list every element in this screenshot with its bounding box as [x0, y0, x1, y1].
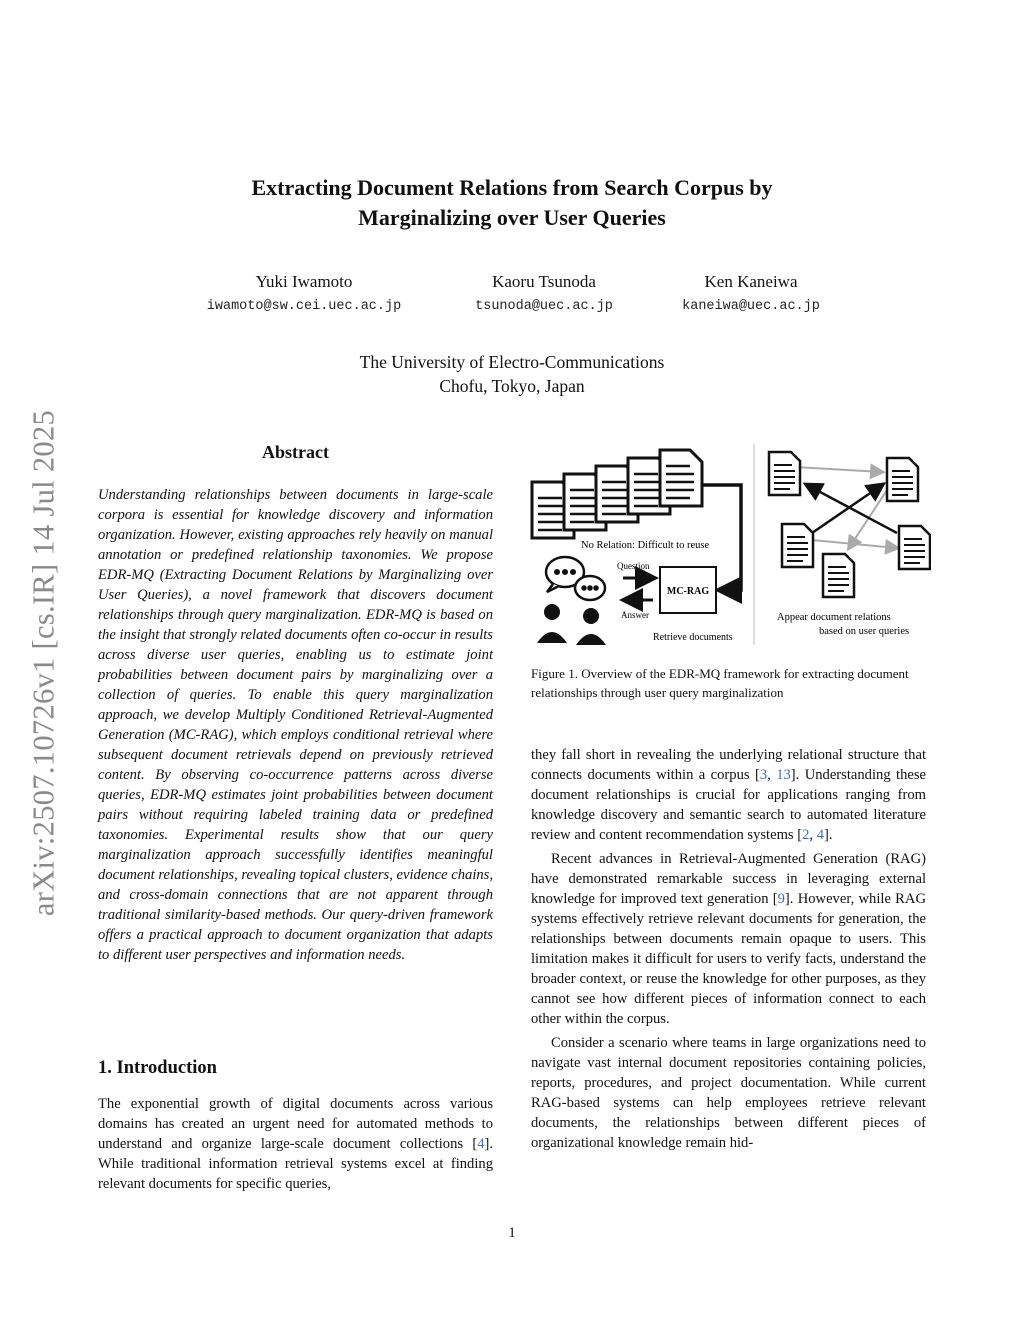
- document-icon: [887, 458, 918, 501]
- paragraph: they fall short in revealing the underlying relational structure that connects documents within a corpus [3, 13]. Understanding these document relationships is crucial for applications ranging from knowledge discovery and semantic search to automated literature review and content recommendation systems [2, 4].: [531, 747, 926, 843]
- paragraph: Recent advances in Retrieval-Augmented Generation (RAG) have demonstrated remarkable success in leveraging external knowledge for improved text generation [9]. However, while RAG systems effectively retrieve relevant documents for generation, the relationships between documents remain opaque to users. This limitation makes it difficult for users to verify facts, understand the broader context, or reuse the knowledge for other purposes, as they cannot see how different pieces of information connect to each other within the corpus.: [531, 851, 926, 1027]
- author-name: Ken Kaneiwa: [704, 272, 798, 291]
- arxiv-identifier: arXiv:2507.10726v1 [cs.IR] 14 Jul 2025: [26, 409, 61, 917]
- document-icon: [769, 452, 800, 495]
- citation-link[interactable]: 2: [802, 827, 810, 843]
- appear-relations-label: Appear document relations: [777, 612, 891, 623]
- right-column-text: [531, 745, 926, 1157]
- document-icon: [899, 526, 930, 569]
- no-relation-label: No Relation: Difficult to reuse: [581, 540, 710, 551]
- user-icon: [537, 604, 567, 643]
- paragraph: Consider a scenario where teams in large organizations need to navigate vast internal document repositories containing policies, reports, procedures, and project documentation. While current RAG-based systems can help employees retrieve relevant documents, the relationships between different pieces of organizational knowledge remain hid-: [531, 1035, 926, 1151]
- author-3: [651, 270, 851, 320]
- citation-link[interactable]: 3: [759, 767, 768, 783]
- author-name: Yuki Iwamoto: [255, 272, 353, 291]
- author-email: iwamoto@sw.cei.uec.ac.jp: [206, 299, 402, 314]
- user-icon: [576, 608, 606, 645]
- affiliation-line-1: The University of Electro-Communications: [359, 352, 665, 372]
- figure-1-diagram: [527, 440, 931, 650]
- chat-bubbles-icon: [546, 557, 605, 600]
- abstract-body: Understanding relationships between documents in large-scale corpora is essential for knowledge discovery and information organization. However, existing approaches rely heavily on manual annotation or predefined relationship taxonomies. We propose EDR-MQ (Extracting Document Relations by Marginalizing over User Queries), a novel framework that discovers document relationships through query marginalization. EDR-MQ is based on the insight that strongly related documents often co-occur in results across diverse user queries, enabling us to estimate joint probabilities between document pairs by marginalizing over a collection of queries. To enable this query marginalization approach, we develop Multiply Conditioned Retrieval-Augmented Generation (MC-RAG), which employs conditional retrieval where subsequent document retrievals depend on previously retrieved content. By observing co-occurrence patterns across diverse queries, EDR-MQ estimates joint probabilities between document pairs without requiring labeled training data or predefined taxonomies. Experimental results show that our query marginalization approach successfully identifies meaningful document relationships, revealing topical clusters, evidence chains, and cross-domain connections that are not apparent through traditional similarity-based methods. Our query-driven framework offers a practical approach to document organization that adapts to different user perspectives and information needs.: [98, 487, 493, 963]
- answer-label: Answer: [621, 610, 649, 620]
- figure-1-caption: Figure 1. Overview of the EDR-MQ framework for extracting document relationships through user query marginalization: [531, 666, 909, 700]
- author-name: Kaoru Tsunoda: [492, 272, 596, 291]
- author-2: [444, 270, 644, 320]
- author-1: [204, 270, 404, 320]
- citation-link[interactable]: 9: [777, 891, 785, 907]
- affiliation: [262, 350, 762, 398]
- question-label: Question: [617, 561, 650, 571]
- author-email: tsunoda@uec.ac.jp: [475, 299, 613, 314]
- author-email: kaneiwa@uec.ac.jp: [682, 299, 820, 314]
- abstract-heading: Abstract: [262, 442, 329, 462]
- citation-link[interactable]: 4: [816, 827, 825, 843]
- document-icon: [823, 554, 854, 597]
- paper-title: [150, 173, 874, 233]
- document-stack: [532, 450, 702, 538]
- retrieve-documents-label: Retrieve documents: [653, 632, 733, 643]
- citation-link[interactable]: 13: [776, 767, 791, 783]
- document-icon: [660, 450, 702, 506]
- based-on-queries-label: based on user queries: [819, 626, 910, 637]
- document-icon: [782, 524, 813, 567]
- citation-link[interactable]: 4: [477, 1136, 485, 1152]
- title-line-2: Marginalizing over User Queries: [358, 205, 666, 230]
- affiliation-line-2: Chofu, Tokyo, Japan: [439, 376, 585, 396]
- introduction-paragraph: The exponential growth of digital documents across various domains has created an urgent need for automated methods to understand and organize large-scale document collections [4]. While traditional information retrieval systems excel at finding relevant documents for specific queries,: [98, 1096, 493, 1192]
- title-line-1: Extracting Document Relations from Search Corpus by: [251, 175, 773, 200]
- introduction-heading: 1. Introduction: [98, 1058, 217, 1078]
- mc-rag-label: MC-RAG: [666, 586, 710, 597]
- page-number: 1: [508, 1225, 516, 1241]
